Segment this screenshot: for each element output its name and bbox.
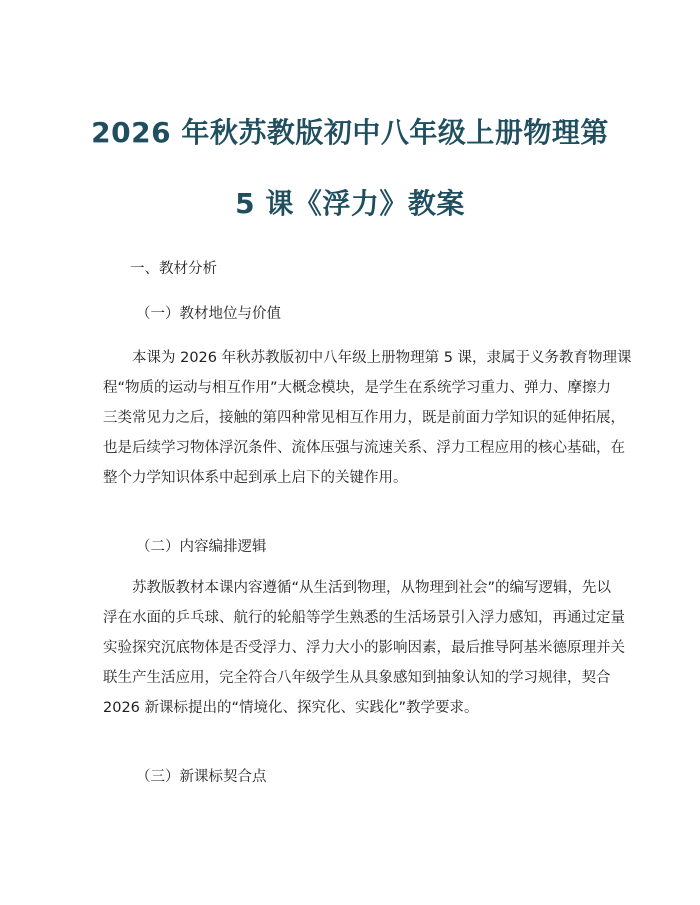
subsection-heading-new-standard: （三）新课标契合点 — [136, 769, 267, 785]
document-title-line-1: 2026 年秋苏教版初中八年级上册物理第 — [91, 116, 609, 149]
paragraph-line: 苏教版教材本课内容遵循“从生活到物理，从物理到社会”的编写逻辑，先以 — [103, 580, 612, 596]
paragraph-line: 本课为 2026 年秋苏教版初中八年级上册物理第 5 课，隶属于义务教育物理课 — [103, 350, 632, 366]
paragraph-line: 也是后续学习物体浮沉条件、流体压强与流速关系、浮力工程应用的核心基础，在 — [103, 440, 625, 456]
paragraph-line: 实验探究沉底物体是否受浮力、浮力大小的影响因素，最后推导阿基米德原理并关 — [103, 640, 625, 656]
paragraph-line: 三类常见力之后，接触的第四种常见相互作用力，既是前面力学知识的延伸拓展， — [103, 410, 625, 426]
section-heading-textbook-analysis: 一、教材分析 — [130, 261, 217, 277]
paragraph-content-logic — [103, 573, 625, 723]
paragraph-line: 程“物质的运动与相互作用”大概念模块，是学生在系统学习重力、弹力、摩擦力 — [103, 380, 612, 396]
subsection-heading-status-value: （一）教材地位与价值 — [136, 306, 281, 322]
subsection-heading-content-logic: （二）内容编排逻辑 — [136, 539, 267, 555]
paragraph-line: 整个力学知识体系中起到承上启下的关键作用。 — [103, 470, 408, 486]
paragraph-line: 联生产生活应用，完全符合八年级学生从具象感知到抽象认知的学习规律，契合 — [103, 670, 611, 686]
document-title-line-2: 5 课《浮力》教案 — [235, 187, 465, 220]
paragraph-line: 2026 新课标提出的“情境化、探究化、实践化”教学要求。 — [103, 700, 479, 716]
paragraph-line: 浮在水面的乒乓球、航行的轮船等学生熟悉的生活场景引入浮力感知，再通过定量 — [103, 610, 625, 626]
paragraph-status-value — [103, 343, 632, 493]
